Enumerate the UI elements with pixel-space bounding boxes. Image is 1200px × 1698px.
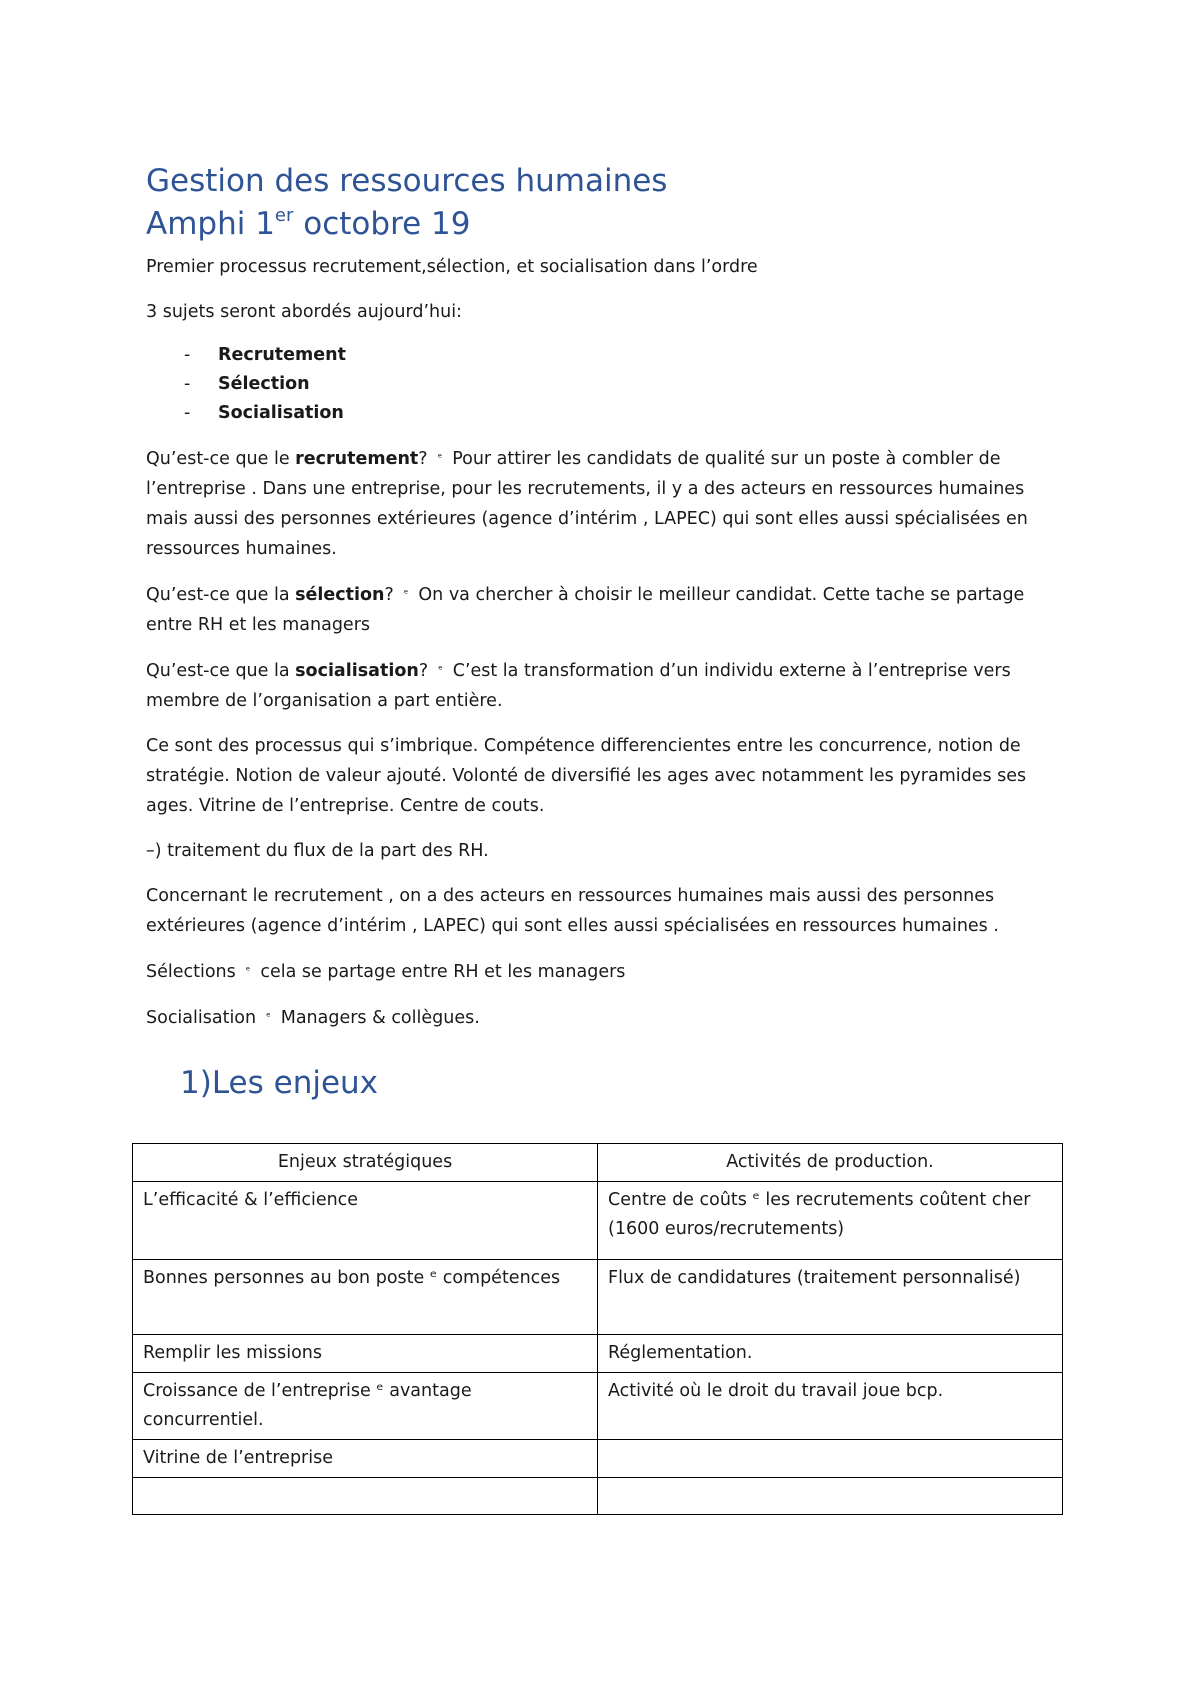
answer-text: Pour attirer les candidats de qualité sur un poste à combler de l’entreprise . Dans une entreprise, pour les recrutements, il y a des acteurs en ressources humaines mais aussi des personnes extérieures (agence d’intérim , LAPEC) qui sont elles aussi spécialisées en ressources humaines.: [146, 449, 1028, 559]
topic-label: Recrutement: [218, 345, 346, 365]
socialisation-line: [146, 1002, 1066, 1033]
arrow-icon: ᵉ: [438, 663, 443, 676]
topics-list: [146, 341, 1066, 428]
intro-paragraph: Premier processus recrutement,sélection, et socialisation dans l’ordre: [146, 257, 758, 277]
list-item: [146, 341, 1066, 370]
subtitle-prefix: Amphi 1: [146, 206, 275, 242]
line-label: Socialisation: [146, 1008, 257, 1028]
topic-label: Socialisation: [218, 403, 344, 423]
table-cell: L’efficacité & l’efficience: [133, 1182, 598, 1260]
document-title: Gestion des ressources humaines: [146, 163, 668, 199]
table-row: [133, 1373, 1063, 1440]
subtitle-suffix: octobre 19: [293, 206, 471, 242]
table-header-cell: Activités de production.: [598, 1144, 1063, 1182]
arrow-icon: ᵉ: [245, 964, 251, 977]
question-lead: Qu’est-ce que le: [146, 449, 296, 469]
line-label: Sélections: [146, 962, 236, 982]
list-item: [146, 370, 1066, 399]
question-mark: ?: [384, 585, 394, 605]
enjeux-table: [132, 1143, 1063, 1515]
selection-paragraph: [146, 579, 1066, 640]
table-cell: Bonnes personnes au bon poste ᵉ compétences: [133, 1260, 598, 1335]
line-text: cela se partage entre RH et les managers: [260, 962, 626, 982]
dash-bullet: -: [184, 345, 191, 365]
answer-text: On va chercher à choisir le meilleur candidat. Cette tache se partage entre RH et les managers: [146, 585, 1025, 635]
processus-paragraph: Ce sont des processus qui s’imbrique. Compétence differencientes entre les concurrence, notion de stratégie. Notion de valeur ajouté. Volonté de diversifié les ages avec notamment les pyramides ses ages. Vitrine de l’entreprise. Centre de couts.: [146, 736, 1027, 816]
table-cell: Croissance de l’entreprise ᵉ avantage concurrentiel.: [133, 1373, 598, 1440]
recrutement-paragraph: [146, 443, 1066, 564]
dash-bullet: -: [184, 374, 191, 394]
table-row: [133, 1182, 1063, 1260]
question-mark: ?: [418, 449, 428, 469]
table-cell: [598, 1478, 1063, 1515]
arrow-icon: ᵉ: [437, 451, 443, 464]
document-body: [146, 160, 1066, 1105]
table-cell: Réglementation.: [598, 1335, 1063, 1373]
dash-bullet: -: [184, 403, 191, 423]
selections-line: [146, 956, 1066, 987]
line-text: Managers & collègues.: [280, 1008, 480, 1028]
table-cell: Vitrine de l’entreprise: [133, 1440, 598, 1478]
recrutement-acteurs-paragraph: Concernant le recrutement , on a des acteurs en ressources humaines mais aussi des personnes extérieures (agence d’intérim , LAPEC) qui sont elles aussi spécialisées en ressources humaines .: [146, 886, 999, 936]
socialisation-paragraph: [146, 655, 1066, 716]
list-item: [146, 399, 1066, 428]
section-heading-enjeux: 1)Les enjeux: [180, 1065, 379, 1101]
table-row: [133, 1440, 1063, 1478]
question-term: sélection: [295, 585, 385, 605]
question-term: recrutement: [295, 449, 419, 469]
table-header-row: [133, 1144, 1063, 1182]
topics-intro: 3 sujets seront abordés aujourd’hui:: [146, 302, 462, 322]
document-subtitle: [146, 203, 1066, 246]
table-cell: Remplir les missions: [133, 1335, 598, 1373]
question-mark: ?: [418, 661, 429, 681]
subtitle-superscript: er: [274, 205, 294, 226]
table-cell: Activité où le droit du travail joue bcp.: [598, 1373, 1063, 1440]
answer-text: C’est la transformation d’un individu externe à l’entreprise vers membre de l’organisation a part entière.: [146, 661, 1011, 711]
question-lead: Qu’est-ce que la: [146, 585, 296, 605]
table-row: [133, 1260, 1063, 1335]
flux-paragraph: –) traitement du flux de la part des RH.: [146, 841, 489, 861]
table-row: [133, 1335, 1063, 1373]
table-cell: Centre de coûts ᵉ les recrutements coûtent cher (1600 euros/recrutements): [598, 1182, 1063, 1260]
table-row: [133, 1478, 1063, 1515]
question-term: socialisation: [295, 661, 419, 681]
topic-label: Sélection: [218, 374, 310, 394]
question-lead: Qu’est-ce que la: [146, 661, 296, 681]
arrow-icon: ᵉ: [266, 1010, 271, 1023]
arrow-icon: ᵉ: [403, 587, 409, 600]
table-header-cell: Enjeux stratégiques: [133, 1144, 598, 1182]
table-cell: Flux de candidatures (traitement personnalisé): [598, 1260, 1063, 1335]
table-cell: [598, 1440, 1063, 1478]
table-cell: [133, 1478, 598, 1515]
